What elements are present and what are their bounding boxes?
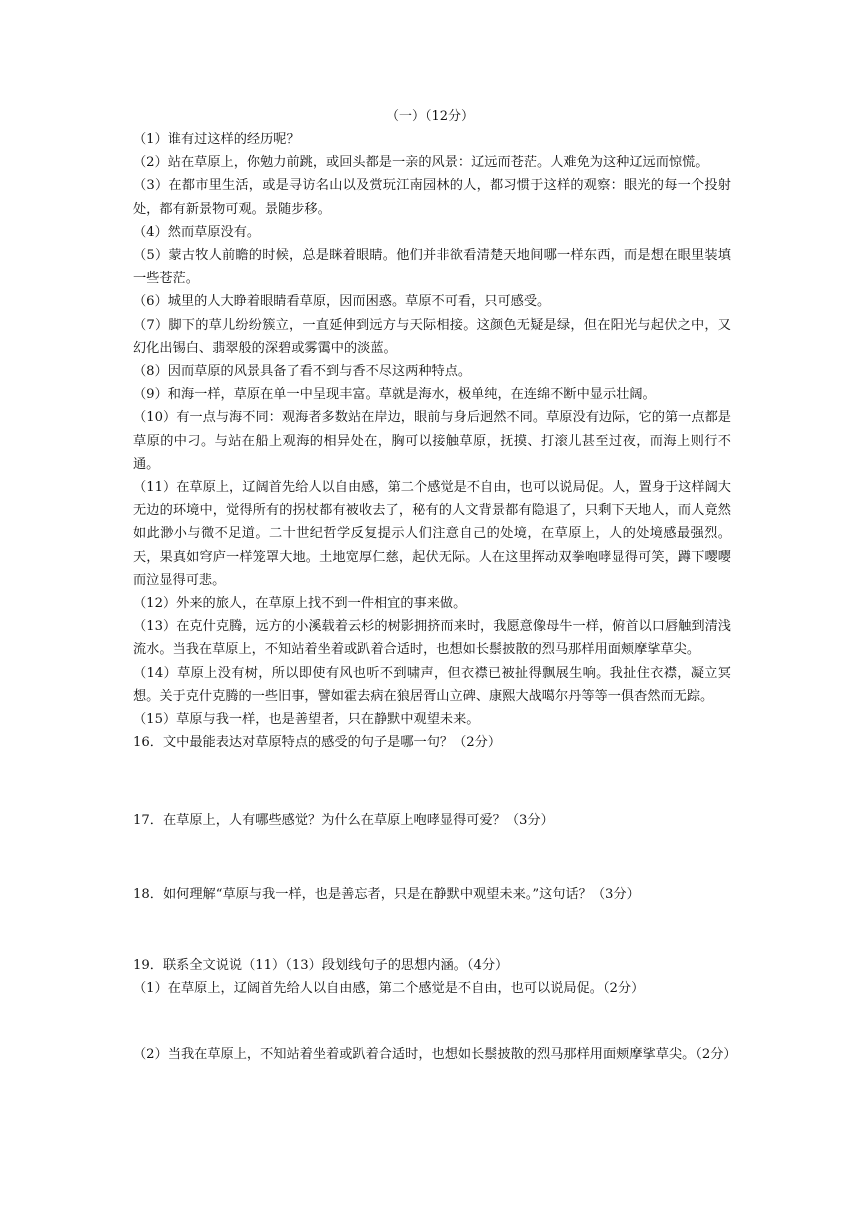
section-heading: （一）（12分） bbox=[385, 109, 475, 124]
paragraph-3: （3）在都市里生活，或是寻访名山以及赏玩江南园林的人，都习惯于这样的观察：眼光的每一个投射处，都有新景物可观。景随步移。 bbox=[133, 178, 731, 217]
paragraph-7: （7）脚下的草儿纷纷簇立，一直延伸到远方与天际相接。这颜色无疑是绿，但在阳光与起伏之中，又幻化出锡白、翡翠般的深碧或雾霭中的淡蓝。 bbox=[133, 317, 731, 356]
paragraph-13: （13）在克什克腾，远方的小溪载着云杉的树影拥挤而来时，我愿意像母牛一样，俯首以口唇触到清浅流水。当我在草原上，不知站着坐着或趴着合适时，也想如长鬃披散的烈马那样用面颊摩挲草尖。 bbox=[133, 619, 731, 658]
paragraph-6: （6）城里的人大睁着眼睛看草原，因而困惑。草原不可看，只可感受。 bbox=[133, 294, 551, 310]
paragraph-10: （10）有一点与海不同：观海者多数站在岸边，眼前与身后迥然不同。草原没有边际，它的第一点都是草原的中刁。与站在船上观海的相异处在，胸可以接触草原，抚摸、打滚儿甚至过夜，而海上则行不通。 bbox=[133, 410, 731, 472]
paragraph-12: （12）外来的旅人，在草原上找不到一件相宜的事来做。 bbox=[133, 596, 467, 612]
paragraph-5: （5）蒙古牧人前瞻的时候，总是眯着眼睛。他们并非欲看清楚天地间哪一样东西，而是想在眼里装填一些苍茫。 bbox=[133, 248, 731, 287]
paragraph-4: （4）然而草原没有。 bbox=[133, 224, 261, 240]
question-16: 16．文中最能表达对草原特点的感受的句子是哪一句？（2分） bbox=[133, 735, 502, 751]
question-19-sub-1: （1）在草原上，辽阔首先给人以自由感，第二个感觉是不自由，也可以说局促。（2分） bbox=[133, 981, 645, 997]
question-18: 18．如何理解“草原与我一样，也是善忘者，只是在静默中观望未来。”这句话？（3分） bbox=[133, 886, 640, 902]
reading-passage bbox=[133, 128, 737, 1067]
paragraph-9: （9）和海一样，草原在单一中呈现丰富。草就是海水，极单纯，在连绵不断中显示壮阔。 bbox=[133, 387, 656, 403]
question-19-sub-2: （2）当我在草原上，不知站着坐着或趴着合适时，也想如长鬃披散的烈马那样用面颊摩挲草尖。（2分） bbox=[133, 1047, 737, 1063]
paragraph-15: （15）草原与我一样，也是善望者，只在静默中观望未来。 bbox=[133, 712, 480, 728]
paragraph-11: （11）在草原上，辽阔首先给人以自由感，第二个感觉是不自由，也可以说局促。人，置身于这样阔大无边的环境中，觉得所有的拐杖都有被收去了，秘有的人文背景都有隐退了，只剩下天地人，而人竟然如此渺小与微不足道。二十世纪哲学反复提示人们注意自己的处境，在草原上，人的处境感最强烈。天，果真如穹庐一样笼罩大地。土地宽厚仁慈，起伏无际。人在这里挥动双拳咆哮显得可笑，蹲下嘤嘤而泣显得可悲。 bbox=[133, 480, 731, 588]
paragraph-1: （1）谁有过这样的经历呢？ bbox=[133, 132, 300, 147]
paragraph-2: （2）站在草原上，你勉力前跳，或回头都是一亲的风景：辽远而苍茫。人难免为这种辽远而惊慌。 bbox=[133, 155, 709, 171]
question-17: 17．在草原上，人有哪些感觉？为什么在草原上咆哮显得可爱？（3分） bbox=[133, 813, 554, 829]
paragraph-8: （8）因而草原的风景具备了看不到与香不尽这两种特点。 bbox=[133, 364, 472, 380]
question-19: 19．联系全文说说（11）（13）段划线句子的思想内涵。（4分） bbox=[133, 957, 509, 973]
paragraph-14: （14）草原上没有树，所以即使有风也听不到啸声，但衣襟已被扯得飘展生响。我扯住衣襟，凝立冥想。关于克什克腾的一些旧事，譬如霍去病在狼居胥山立碑、康熙大战噶尔丹等等一俱杳然而无踪。 bbox=[133, 665, 731, 704]
